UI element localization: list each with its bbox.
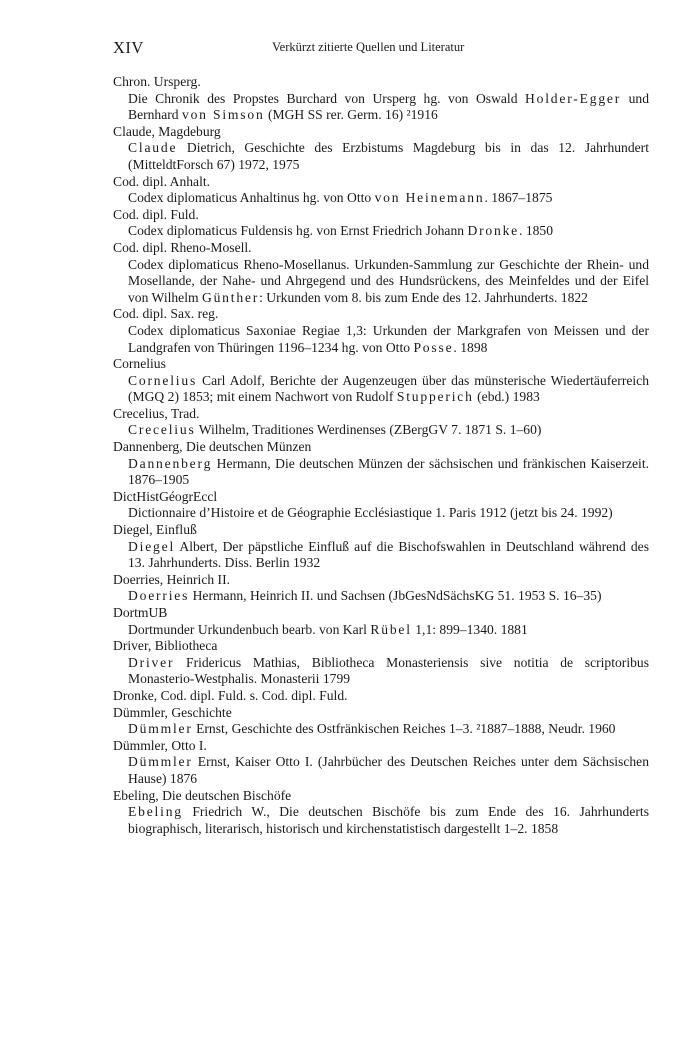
entry-abbreviation: Dümmler, Otto I. xyxy=(113,737,207,753)
bibliography-entry xyxy=(113,74,649,124)
bibliography-entry xyxy=(113,605,649,638)
author-name: Doerries xyxy=(128,588,190,604)
description-text: Codex diplomaticus Anhaltinus hg. von Otto xyxy=(128,190,375,206)
description-text: Fridericus Mathias, Bibliotheca Monasteriensis sive notitia de scriptoribus Monasterio-Westphalis. Monasterii 1799 xyxy=(128,654,649,687)
entry-abbreviation: Dronke, Cod. dipl. Fuld. s. Cod. dipl. Fuld. xyxy=(113,687,348,703)
description-text: Carl Adolf, Berichte der Augenzeugen über das münsterische Wiedertäuferreich (MGQ 2) 1853; mit einem Nachwort von Rudolf xyxy=(128,372,649,405)
running-title: Verkürzt zitierte Quellen und Literatur xyxy=(272,40,465,54)
bibliography-entry xyxy=(113,306,649,356)
description-text: (MGH SS rer. Germ. 16) ²1916 xyxy=(264,107,438,123)
author-name: Crecelius xyxy=(128,422,196,438)
entry-abbreviation: Chron. Ursperg. xyxy=(113,74,201,89)
entry-description xyxy=(113,588,649,605)
entry-description xyxy=(113,505,649,522)
entry-description xyxy=(113,754,649,787)
entry-description xyxy=(113,721,649,738)
description-text: . 1850 xyxy=(519,223,554,239)
entry-abbreviation: Cornelius xyxy=(113,356,166,372)
entry-abbreviation: DortmUB xyxy=(113,605,168,620)
bibliography-entry xyxy=(113,572,649,605)
entry-abbreviation: Diegel, Einfluß xyxy=(113,522,197,538)
author-name: von Simson xyxy=(181,107,265,123)
bibliography-entry xyxy=(113,439,649,489)
description-text: 1,1: 899–1340. 1881 xyxy=(411,621,528,637)
bibliography-entry xyxy=(113,174,649,207)
description-text: (ebd.) 1983 xyxy=(473,389,540,405)
page-number: XIV xyxy=(113,38,144,57)
bibliography-entry xyxy=(113,638,649,688)
bibliography-entry xyxy=(113,207,649,240)
entry-abbreviation: Crecelius, Trad. xyxy=(113,405,200,421)
description-text: Hermann, Die deutschen Münzen der sächsischen und fränkischen Kaiserzeit. 1876–1905 xyxy=(128,455,649,488)
description-text: Dictionnaire d’Histoire et de Géographie Ecclésiastique 1. Paris 1912 (jetzt bis 24. 1992) xyxy=(128,505,613,521)
bibliography-entry xyxy=(113,489,649,522)
author-name: Dannenberg xyxy=(128,455,213,471)
author-name: Dümmler xyxy=(128,754,193,770)
description-text: Die Chronik des Propstes Burchard von Ursperg hg. von Oswald xyxy=(128,90,526,106)
bibliography-entry xyxy=(113,688,649,705)
entry-description xyxy=(113,190,649,207)
bibliography-entry xyxy=(113,406,649,439)
description-text: Codex diplomaticus Rheno-Mosellanus. Urkunden-Sammlung zur Geschichte der Rhein- und Mosellande, der Nahe- und Ahrgegend und des Hundsrückens, des Meinfeldes und der Eifel von Wilhelm xyxy=(128,256,649,305)
entry-abbreviation: Driver, Bibliotheca xyxy=(113,638,218,654)
page-header xyxy=(113,38,649,58)
author-name: Ebeling xyxy=(128,804,183,820)
entry-description xyxy=(113,456,649,489)
bibliography-entry xyxy=(113,522,649,572)
bibliography-list xyxy=(113,74,649,837)
description-text: Dortmunder Urkundenbuch bearb. von Karl xyxy=(128,621,371,637)
entry-description xyxy=(113,373,649,406)
description-text: Albert, Der päpstliche Einfluß auf die Bischofswahlen in Deutschland während des 13. Jahrhunderts. Diss. Berlin 1932 xyxy=(128,538,649,571)
entry-description xyxy=(113,91,649,124)
entry-description xyxy=(113,539,649,572)
author-name: Diegel xyxy=(128,538,176,554)
bibliography-entry xyxy=(113,738,649,788)
entry-abbreviation: Cod. dipl. Fuld. xyxy=(113,206,199,222)
description-text: : Urkunden vom 8. bis zum Ende des 12. Jahrhunderts. 1822 xyxy=(259,289,588,305)
author-name: Cornelius xyxy=(128,372,198,388)
author-name: Rübel xyxy=(370,621,412,637)
entry-abbreviation: Doerries, Heinrich II. xyxy=(113,571,231,587)
description-text: Ernst, Kaiser Otto I. (Jahrbücher des Deutschen Reiches unter dem Sächsischen Hause) 1876 xyxy=(128,754,649,786)
entry-abbreviation: Ebeling, Die deutschen Bischöfe xyxy=(113,787,292,803)
entry-abbreviation: Dümmler, Geschichte xyxy=(113,704,232,720)
author-name: Posse xyxy=(413,339,454,355)
entry-abbreviation: Claude, Magdeburg xyxy=(113,123,221,139)
description-text: . 1898 xyxy=(453,339,488,355)
author-name: Stupperich xyxy=(396,389,474,405)
description-text: . 1867–1875 xyxy=(484,190,553,206)
author-name: Claude xyxy=(128,140,178,156)
entry-description xyxy=(113,223,649,240)
entry-abbreviation: Dannenberg, Die deutschen Münzen xyxy=(113,439,312,455)
entry-abbreviation: Cod. dipl. Anhalt. xyxy=(113,173,211,189)
description-text: Codex diplomaticus Fuldensis hg. von Ernst Friedrich Johann xyxy=(128,223,468,239)
author-name: Holder-Egger xyxy=(525,90,622,106)
description-text: Codex diplomaticus Saxoniae Regiae 1,3: Urkunden der Markgrafen von Meissen und der Landgrafen von Thüringen 1196–1234 hg. von Otto xyxy=(128,322,649,355)
entry-description xyxy=(113,323,649,356)
description-text: Dietrich, Geschichte des Erzbistums Magdeburg bis in das 12. Jahrhundert (MitteldtForsch 67) 1972, 1975 xyxy=(128,140,649,172)
entry-description xyxy=(113,655,649,688)
bibliography-entry xyxy=(113,356,649,406)
description-text: Friedrich W., Die deutschen Bischöfe bis zum Ende des 16. Jahrhunderts biographisch, literarisch, historisch und kirchenstatistisch dargestellt 1–2. 1858 xyxy=(128,804,649,836)
description-text: Wilhelm, Traditiones Werdinenses (ZBergGV 7. 1871 S. 1–60) xyxy=(195,422,542,438)
bibliography-entry xyxy=(113,124,649,174)
entry-abbreviation: Cod. dipl. Rheno-Mosell. xyxy=(113,239,252,255)
author-name: Dümmler xyxy=(128,721,193,737)
author-name: von Heinemann xyxy=(374,190,485,206)
bibliography-entry xyxy=(113,788,649,838)
entry-abbreviation: DictHistGéogrEccl xyxy=(113,488,218,504)
author-name: Günther xyxy=(201,289,260,305)
bibliography-entry xyxy=(113,240,649,306)
author-name: Driver xyxy=(128,654,175,670)
description-text: Ernst, Geschichte des Ostfränkischen Reiches 1–3. ²1887–1888, Neudr. 1960 xyxy=(192,721,616,737)
description-text: Hermann, Heinrich II. und Sachsen (JbGesNdSächsKG 51. 1953 S. 16–35) xyxy=(189,588,602,604)
entry-abbreviation: Cod. dipl. Sax. reg. xyxy=(113,306,219,322)
author-name: Dronke xyxy=(467,223,520,239)
description-text: und Bernhard xyxy=(128,90,649,123)
bibliography-entry xyxy=(113,705,649,738)
entry-description xyxy=(113,140,649,173)
entry-description xyxy=(113,622,649,639)
entry-description xyxy=(113,257,649,307)
entry-description xyxy=(113,804,649,837)
entry-description xyxy=(113,422,649,439)
